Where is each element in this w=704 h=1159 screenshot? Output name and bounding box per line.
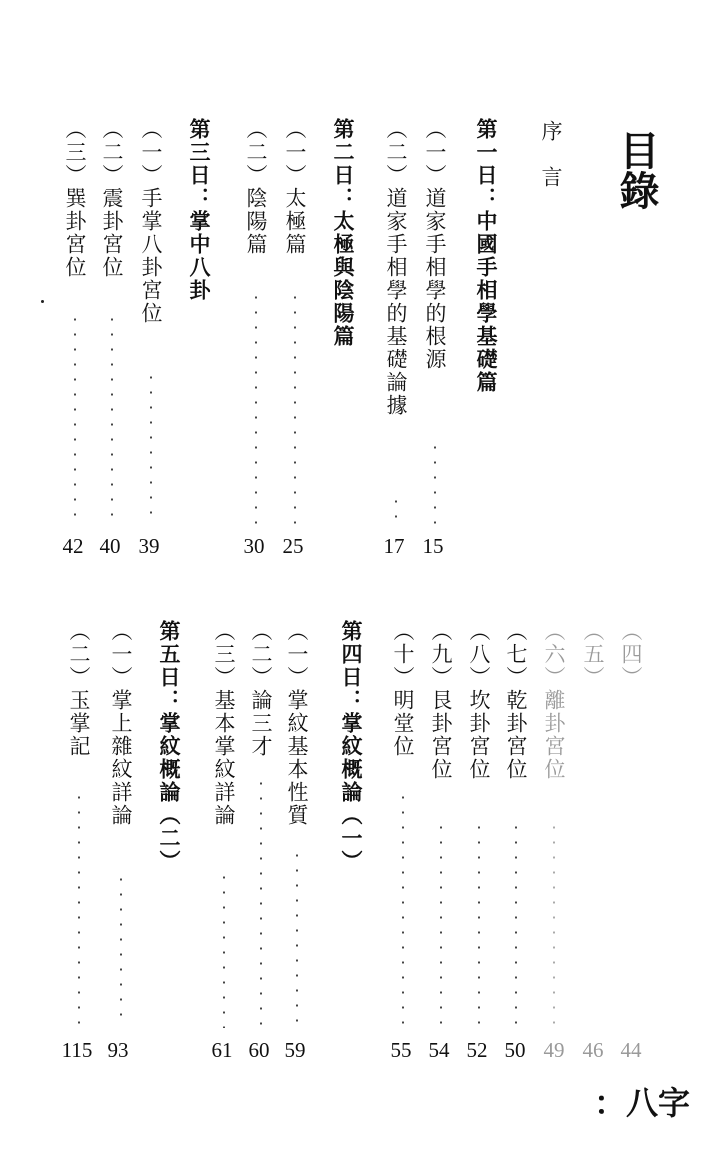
page-number: 93 (107, 1038, 129, 1062)
page-number: 44 (620, 1038, 642, 1062)
dot-leader (434, 440, 436, 526)
page-number: 52 (466, 1038, 488, 1062)
page-number: 54 (428, 1038, 450, 1062)
page-number: 40 (99, 534, 121, 558)
toc-entry: （二）震卦宮位 (100, 118, 124, 279)
toc-entry: （一）掌紋基本性質 (285, 620, 309, 827)
dot-leader (223, 870, 225, 1028)
page-number: 17 (383, 534, 405, 558)
page-number: 42 (62, 534, 84, 558)
toc-entry: （二）陰陽篇 (244, 118, 268, 256)
toc-entry: （五） (581, 620, 605, 689)
toc-entry: （四） (619, 620, 643, 689)
page-number: 25 (282, 534, 304, 558)
toc-entry: （九）艮卦宮位 (429, 620, 453, 781)
preface-entry: 序 言 (539, 120, 563, 189)
chapter-3-heading: 第三日：掌中八卦 (187, 118, 211, 302)
page-number: 61 (211, 1038, 233, 1062)
chapter-4-heading: 第四日：掌紋概論（一） (339, 620, 363, 873)
toc-entry: （三）基本掌紋詳論 (212, 620, 236, 827)
dot-leader (78, 790, 80, 1028)
dot-leader (478, 820, 480, 1028)
page-number: 50 (504, 1038, 526, 1062)
footer-text: ：八字 (594, 1084, 691, 1122)
toc-entry: （二）論三才 (249, 620, 273, 758)
dot-leader (111, 312, 113, 526)
page-number: 49 (543, 1038, 565, 1062)
page-number: 46 (582, 1038, 604, 1062)
dot-leader (74, 312, 76, 526)
toc-entry: （二）玉掌記 (67, 620, 91, 758)
dot-leader (294, 290, 296, 526)
page-number: 55 (390, 1038, 412, 1062)
chapter-1-heading: 第一日：中國手相學基礎篇 (474, 118, 498, 394)
page-number: 15 (422, 534, 444, 558)
dot-leader (402, 790, 404, 1028)
dot-leader (120, 872, 122, 1028)
toc-entry: （一）道家手相學的根源 (423, 118, 447, 371)
page-number: 59 (284, 1038, 306, 1062)
dot-leader (150, 370, 152, 526)
toc-title: 目錄 (613, 130, 660, 210)
toc-entry: （七）乾卦宮位 (504, 620, 528, 781)
toc-entry: （一）手掌八卦宮位 (139, 118, 163, 325)
toc-entry: （六）離卦宮位 (542, 620, 566, 781)
toc-entry: （一）太極篇 (283, 118, 307, 256)
toc-entry: （三）巽卦宮位 (63, 118, 87, 279)
page-number: 30 (243, 534, 265, 558)
chapter-2-heading: 第二日：太極與陰陽篇 (331, 118, 355, 348)
dot-leader (255, 290, 257, 526)
toc-entry: （八）坎卦宮位 (467, 620, 491, 781)
toc-entry: （二）道家手相學的基礎論據 (384, 118, 408, 417)
toc-entry: （一）掌上雜紋詳論 (109, 620, 133, 827)
dot-leader (296, 848, 298, 1028)
page-number: 60 (248, 1038, 270, 1062)
dot-leader (395, 494, 397, 526)
dot-leader (515, 820, 517, 1028)
dot-leader (440, 820, 442, 1028)
dot-leader (553, 820, 555, 1028)
toc-entry: （十）明堂位 (391, 620, 415, 758)
page-number: 115 (61, 1038, 93, 1062)
chapter-5-heading: 第五日：掌紋概論（二） (157, 620, 181, 873)
dot-leader (260, 776, 262, 1028)
speck (41, 300, 44, 303)
page-number: 39 (138, 534, 160, 558)
